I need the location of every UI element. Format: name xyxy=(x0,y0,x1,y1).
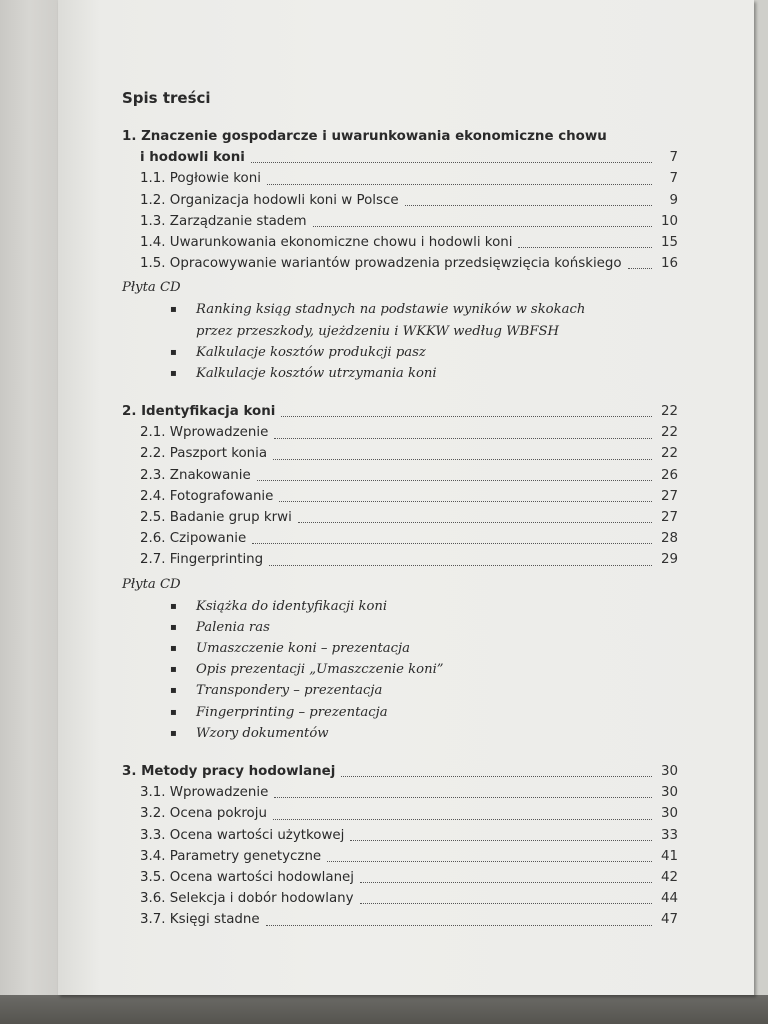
toc-section-1 xyxy=(122,126,678,384)
toc-entry xyxy=(122,486,678,507)
page-number: 15 xyxy=(660,234,678,250)
toc-entry xyxy=(122,846,678,867)
toc-entry xyxy=(122,888,678,909)
cd-item-line1: Palenia ras xyxy=(196,619,270,635)
cd-item-line1: Transpondery – prezentacja xyxy=(196,683,383,699)
dot-leader xyxy=(628,268,652,269)
entry-label: 2.5. Badanie grup krwi xyxy=(140,510,292,526)
page-number: 33 xyxy=(660,827,678,843)
bullet-icon: ▪ xyxy=(170,727,177,739)
cd-item xyxy=(170,299,678,341)
section-heading-line1: 1. Znaczenie gospodarcze i uwarunkowania ekonomiczne chowu xyxy=(122,129,607,144)
dot-leader xyxy=(274,438,652,439)
entry-label: 1.1. Pogłowie koni xyxy=(140,171,261,187)
cd-item-line1: Umaszczenie koni – prezentacja xyxy=(196,641,410,657)
bullet-icon: ▪ xyxy=(170,643,177,655)
cd-item xyxy=(170,596,678,617)
bullet-icon: ▪ xyxy=(170,621,177,633)
toc-entry xyxy=(122,211,678,232)
toc-entry xyxy=(122,803,678,824)
dot-leader xyxy=(267,184,652,185)
page-number: 7 xyxy=(669,171,678,187)
cd-item xyxy=(170,638,678,659)
cd-item xyxy=(170,617,678,638)
entry-label: 2.1. Wprowadzenie xyxy=(140,425,269,441)
page-number: 30 xyxy=(660,806,678,822)
cd-item-line1: Kalkulacje kosztów produkcji pasz xyxy=(196,344,426,360)
cd-label: Płyta CD xyxy=(122,576,181,592)
toc-section-3 xyxy=(122,761,678,931)
toc-entry xyxy=(122,444,678,465)
toc-entry xyxy=(122,909,678,930)
page-number: 28 xyxy=(660,531,678,547)
cd-item-line1: Opis prezentacji „Umaszczenie koni” xyxy=(196,662,444,678)
right-background-strip xyxy=(754,0,768,1024)
cd-item-line2: przez przeszkody, ujeżdzeniu i WKKW według WBFSH xyxy=(196,323,560,339)
entry-label: 1.2. Organizacja hodowli koni w Polsce xyxy=(140,192,399,208)
page-number: 22 xyxy=(660,446,678,462)
page-number: 10 xyxy=(660,213,678,229)
page-number: 41 xyxy=(660,848,678,864)
dot-leader xyxy=(273,459,652,460)
table-of-contents xyxy=(122,88,678,948)
dot-leader xyxy=(313,226,652,227)
dot-leader xyxy=(405,205,652,206)
toc-entry xyxy=(122,867,678,888)
dot-leader xyxy=(360,882,652,883)
toc-entry xyxy=(122,190,678,211)
toc-entry xyxy=(122,825,678,846)
page-number: 22 xyxy=(660,404,678,420)
entry-label: 3.2. Ocena pokroju xyxy=(140,806,267,822)
dot-leader xyxy=(327,861,652,862)
entry-label: 3.5. Ocena wartości hodowlanej xyxy=(140,869,355,885)
dot-leader xyxy=(274,797,652,798)
toc-entry xyxy=(122,168,678,189)
section-heading xyxy=(122,761,678,782)
dot-leader xyxy=(281,416,652,417)
entry-label: 1.4. Uwarunkowania ekonomiczne chowu i hodowli koni xyxy=(140,234,513,250)
entry-label: 2.3. Znakowanie xyxy=(140,467,251,483)
cd-item xyxy=(170,723,678,744)
dot-leader xyxy=(279,501,652,502)
page-number: 16 xyxy=(660,256,678,272)
toc-entry xyxy=(122,465,678,486)
dot-leader xyxy=(298,522,652,523)
page-number: 42 xyxy=(660,869,678,885)
entry-label: 3.4. Parametry genetyczne xyxy=(140,848,322,864)
toc-entry xyxy=(122,528,678,549)
dot-leader xyxy=(360,903,652,904)
left-page-edge xyxy=(0,0,59,1000)
bullet-icon: ▪ xyxy=(170,367,177,379)
page-number: 27 xyxy=(660,510,678,526)
dot-leader xyxy=(269,565,652,566)
section-heading-label: 3. Metody pracy hodowlanej xyxy=(122,764,336,780)
section-heading xyxy=(122,401,678,422)
page-number: 29 xyxy=(660,552,678,568)
page-number: 22 xyxy=(660,425,678,441)
dot-leader xyxy=(350,840,652,841)
entry-label: 2.6. Czipowanie xyxy=(140,531,247,547)
page-number: 27 xyxy=(660,488,678,504)
entry-label: 3.3. Ocena wartości użytkowej xyxy=(140,827,345,843)
cd-item xyxy=(170,342,678,363)
section-heading-line2 xyxy=(122,147,678,168)
cd-item xyxy=(170,702,678,723)
cd-label: Płyta CD xyxy=(122,280,181,296)
toc-section-2 xyxy=(122,401,678,744)
cd-item xyxy=(170,680,678,701)
bullet-icon: ▪ xyxy=(170,706,177,718)
entry-label: 3.6. Selekcja i dobór hodowlany xyxy=(140,891,354,907)
cd-item-line1: Kalkulacje kosztów utrzymania koni xyxy=(196,365,437,381)
bullet-icon: ▪ xyxy=(170,346,177,358)
toc-entry xyxy=(122,782,678,803)
dot-leader xyxy=(518,247,652,248)
cd-item xyxy=(170,363,678,384)
entry-label: 1.3. Zarządzanie stadem xyxy=(140,213,307,229)
entry-label: 2.2. Paszport konia xyxy=(140,446,268,462)
dot-leader xyxy=(273,819,652,820)
page-number: 9 xyxy=(669,192,678,208)
cd-item-line1: Fingerprinting – prezentacja xyxy=(196,704,388,720)
entry-label: 3.1. Wprowadzenie xyxy=(140,785,269,801)
cd-item-line1: Ranking ksiąg stadnych na podstawie wyników w skokach xyxy=(196,302,586,318)
toc-entry xyxy=(122,549,678,570)
entry-label: 1.5. Opracowywanie wariantów prowadzenia przedsięwzięcia końskiego xyxy=(140,256,622,272)
entry-label: 2.4. Fotografowanie xyxy=(140,488,274,504)
cd-list xyxy=(122,596,678,744)
bullet-icon: ▪ xyxy=(170,685,177,697)
toc-entry xyxy=(122,507,678,528)
dot-leader xyxy=(251,162,652,163)
section-heading-label: i hodowli koni xyxy=(140,150,245,166)
page-number: 30 xyxy=(660,764,678,780)
bullet-icon: ▪ xyxy=(170,304,177,316)
page-number: 47 xyxy=(660,912,678,928)
section-heading-label: 2. Identyfikacja koni xyxy=(122,404,276,420)
cd-item-line1: Książka do identyfikacji koni xyxy=(196,598,388,614)
toc-entry xyxy=(122,422,678,443)
page-number: 7 xyxy=(669,150,678,166)
page-number: 44 xyxy=(660,891,678,907)
bottom-background-strip xyxy=(0,995,768,1024)
toc-title: Spis treści xyxy=(122,89,211,107)
cd-list xyxy=(122,299,678,384)
cd-item xyxy=(170,659,678,680)
dot-leader xyxy=(257,480,652,481)
toc-entry xyxy=(122,232,678,253)
bullet-icon: ▪ xyxy=(170,600,177,612)
bullet-icon: ▪ xyxy=(170,664,177,676)
cd-item-line1: Wzory dokumentów xyxy=(196,725,329,741)
dot-leader xyxy=(266,925,652,926)
dot-leader xyxy=(252,543,652,544)
entry-label: 3.7. Księgi stadne xyxy=(140,912,260,928)
entry-label: 2.7. Fingerprinting xyxy=(140,552,264,568)
dot-leader xyxy=(341,776,652,777)
page-number: 26 xyxy=(660,467,678,483)
toc-entry xyxy=(122,253,678,274)
page-number: 30 xyxy=(660,785,678,801)
